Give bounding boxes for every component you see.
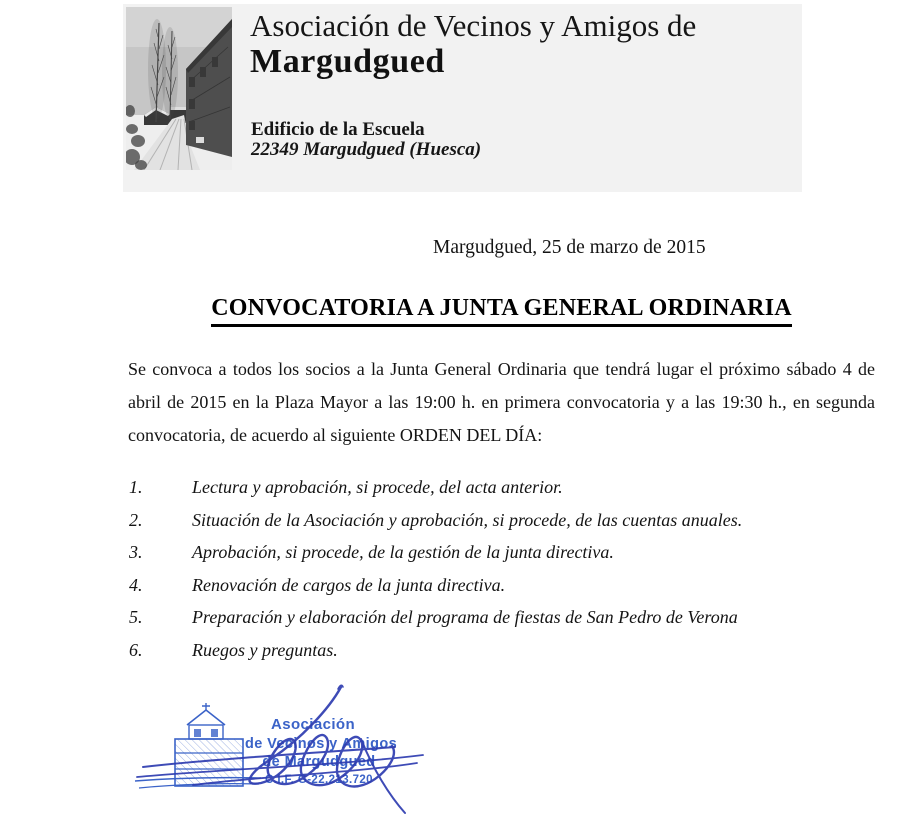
stamp-signature-block: [133, 681, 443, 821]
agenda-item-text: Preparación y elaboración del programa de fiestas de San Pedro de Verona: [192, 607, 738, 628]
agenda-item-number: 4.: [129, 574, 143, 595]
agenda-item-number: 3.: [129, 542, 143, 563]
letter-title-wrap: [128, 295, 875, 327]
agenda-list: [129, 471, 876, 667]
stamp-cif: C.I.F. G-22.213.720: [265, 774, 373, 786]
stamp-org-line1: Asociación: [270, 716, 356, 733]
org-address: [251, 120, 481, 160]
letterhead: [123, 4, 802, 192]
list-item: [129, 536, 876, 569]
letter-title: CONVOCATORIA A JUNTA GENERAL ORDINARIA: [211, 295, 792, 327]
stamp-org-line3: de Margudgued: [262, 754, 376, 770]
org-address-building: Edificio de la Escuela: [251, 119, 425, 140]
agenda-item-text: Lectura y aprobación, si procede, del acta anterior.: [192, 477, 563, 497]
agenda-item-text: Renovación de cargos de la junta directiva.: [192, 574, 506, 595]
winter-street-painting-icon: [126, 7, 232, 170]
org-name-line1: Asociación de Vecinos y Amigos de: [250, 8, 697, 43]
agenda-item-text: Aprobación, si procede, de la gestión de la junta directiva.: [192, 542, 614, 563]
agenda-item-number: 5.: [129, 607, 143, 628]
agenda-item-text: Ruegos y preguntas.: [192, 639, 338, 660]
list-item: [129, 569, 876, 602]
list-item: [129, 601, 876, 634]
agenda-item-number: 1.: [129, 477, 143, 497]
list-item: [129, 471, 876, 504]
stamp-text: [245, 716, 397, 786]
list-item: [129, 634, 876, 667]
org-address-postal: 22349 Margudgued (Huesca): [251, 139, 482, 160]
list-item: [129, 504, 876, 537]
agenda-item-number: 6.: [129, 639, 143, 660]
org-name-line2: Margudgued: [250, 43, 445, 80]
agenda-item-text: Situación de la Asociación y aprobación, si procede, de las cuentas anuales.: [192, 509, 743, 530]
dateline: Margudgued, 25 de marzo de 2015: [433, 237, 706, 258]
agenda-item-number: 2.: [129, 509, 143, 530]
org-name: [250, 8, 696, 80]
intro-paragraph: Se convoca a todos los socios a la Junta General Ordinaria que tendrá lugar el próximo sábado 4 de abril de 2015 en la Plaza Mayor a las 19:00 h. en primera convocatoria y a las 19:30 h., en segunda convocatoria, de acuerdo al siguiente ORDEN DEL DÍA:: [128, 359, 875, 445]
stamp-org-line2: de Vecinos y Amigos: [244, 736, 398, 752]
